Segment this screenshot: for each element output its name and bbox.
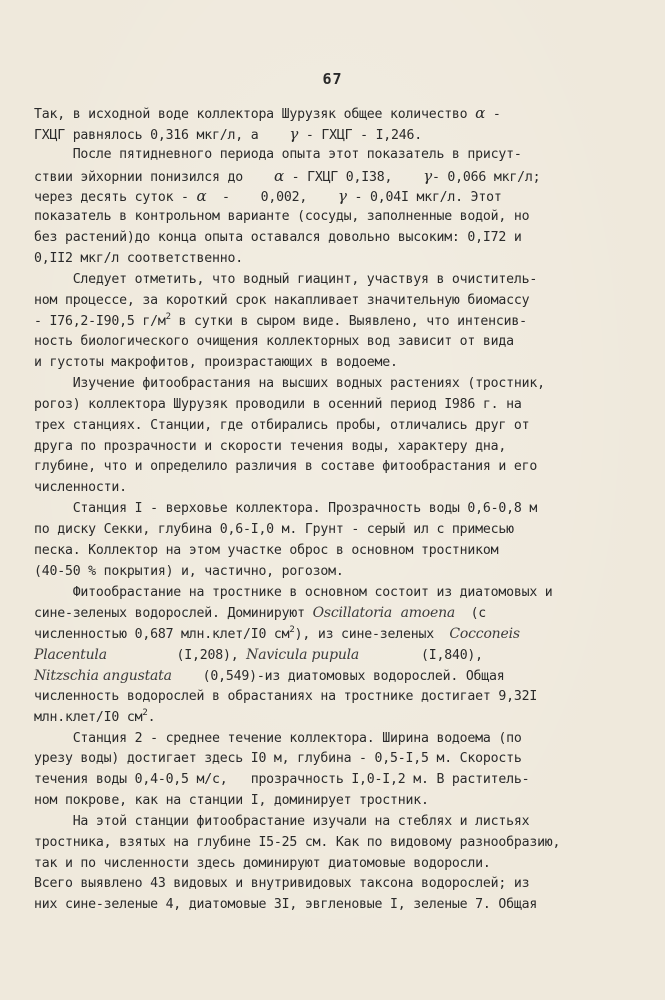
typed-text: рогоз) коллектора Шурузяк проводили в осенний период I986 г. на [34,396,522,412]
typed-text: На этой станции фитообрастание изучали на стеблях и листьях [34,813,530,829]
text-line [34,729,634,749]
typed-text: тростника, взятых на глубине I5-25 см. Как по видовому разнообразию, [34,834,561,850]
text-line [34,520,634,540]
text-line [34,687,634,707]
text-line [34,457,634,477]
text-line [34,833,634,853]
text-line [34,708,634,728]
handwritten-greek-letter: α [196,187,207,206]
text-line [34,395,634,415]
text-line [34,666,634,687]
typed-text: численности. [34,480,127,496]
typed-text: без растений)до конца опыта оставался довольно высоким: 0,I72 и [34,230,522,246]
typed-text: урезу воды) достигает здесь I0 м, глубина - 0,5-I,5 м. Скорость [34,751,522,767]
typed-text: течения воды 0,4-0,5 м/с, прозрачность I,0-I,2 м. В раститель- [34,772,530,788]
typed-text: После пятидневного периода опыта этот показатель в присут- [34,146,522,162]
text-line [34,353,634,373]
typed-text: через десять суток - [34,190,197,206]
typed-text: 0,II2 мкг/л соответственно. [34,250,243,266]
text-line [34,562,634,582]
superscript: 2 [142,707,148,718]
typed-text: численность водорослей в обрастаниях на тростнике достигает 9,32I [34,688,538,704]
typed-text: (I,208), [106,648,247,664]
text-line [34,103,634,125]
text-line [34,645,634,666]
typed-text: трех станциях. Станции, где отбирались пробы, отличались друг от [34,417,530,433]
text-line [34,124,634,146]
text-line [34,603,634,624]
typed-text: - I76,2-I90,5 г/м [34,313,166,329]
text-line [34,749,634,769]
typed-text: показатель в контрольном варианте (сосуды, заполненные водой, но [34,209,530,225]
typed-text: сине-зеленых водорослей. Доминируют [34,606,313,622]
handwritten-greek-letter: γ [289,124,299,143]
typed-text: ном покрове, как на станции I, доминирует тростник. [34,793,429,809]
text-line [34,166,634,188]
text-line [34,437,634,457]
typed-text: . [147,709,156,725]
typed-text: - 0,066 мкг/л; [431,169,541,185]
superscript: 2 [165,311,171,322]
typed-text: (с [455,606,487,622]
handwritten-species-name: Navicula pupula [246,647,360,664]
text-line [34,249,634,269]
text-line [34,228,634,248]
text-line [34,186,634,208]
typed-text: в сутки в сыром виде. Выявлено, что интенсив- [170,313,527,329]
typed-text: (0,549)-из диатомовых водорослей. Общая [171,668,505,684]
text-line [34,499,634,519]
typed-text: них сине-зеленые 4, диатомовые 3I, эвгленовые I, зеленые 7. Общая [34,897,538,913]
typed-text: песка. Коллектор на этом участке оброс в основном тростником [34,542,499,558]
typed-text: - ГХЦГ 0,I38, [283,169,424,185]
text-line [34,478,634,498]
text-line [34,207,634,227]
text-line [34,291,634,311]
handwritten-greek-letter: γ [423,166,432,185]
handwritten-species-name: Cocconeis [449,626,520,643]
text-line [34,895,634,915]
typed-text: ном процессе, за короткий срок накапливает значительную биомассу [34,292,530,308]
typed-text: Следует отметить, что водный гиацинт, участвуя в очиститель- [34,271,538,287]
handwritten-species-name: Nitzschia angustata [34,667,172,684]
handwritten-species-name: Placentula [34,647,107,664]
text-line [34,374,634,394]
typed-text: по диску Секки, глубина 0,6-I,0 м. Грунт - серый ил с примесью [34,522,514,537]
typed-text: Всего выявлено 43 видовых и внутривидовых таксона водорослей; из [34,876,530,892]
handwritten-greek-letter: α [273,166,284,185]
typed-text: Изучение фитообрастания на высших водных растениях (тростник, [34,376,545,392]
text-line [34,812,634,832]
text-line [34,541,634,561]
page-number: 67 [322,70,343,88]
handwritten-species-name: Oscillatoria amoena [312,605,456,622]
typed-text: друга по прозрачности и скорости течения воды, характеру дна, [34,438,507,454]
text-line [34,874,634,894]
text-line [34,583,634,603]
typed-text: млн.клет/I0 см [34,709,143,725]
typed-text: - 0,04I мкг/л. Этот [346,190,502,206]
typed-text: численностью 0,687 млн.клет/I0 см [34,627,290,643]
typed-text: ГХЦГ равнялось 0,316 мкг/л, а [34,127,290,143]
typed-text: и густоты макрофитов, произрастающих в водоеме. [34,355,398,371]
superscript: 2 [289,625,295,636]
typed-text: Станция I - верховье коллектора. Прозрачность воды 0,6-0,8 м [34,501,538,517]
text-line [34,791,634,811]
typed-text: - 0,002, [206,190,339,206]
handwritten-greek-letter: γ [338,187,347,206]
handwritten-greek-letter: α [475,104,486,122]
typed-text: Фитообрастание на тростнике в основном состоит из диатомовых и [34,584,553,600]
typed-text: - ГХЦГ - I,246. [298,127,423,143]
typed-text: Станция 2 - среднее течение коллектора. Ширина водоема (по [34,730,522,746]
typed-text: так и по численности здесь доминируют диатомовые водоросли. [34,855,491,871]
typed-text: (40-50 % покрытия) и, частично, рогозом. [34,563,344,579]
text-line [34,312,634,332]
text-line [34,416,634,436]
text-line [34,624,634,645]
text-line [34,854,634,874]
text-line [34,332,634,352]
typed-text: ), из сине-зеленых [294,627,450,643]
typed-text: Так, в исходной воде коллектора Шурузяк общее количество [34,107,476,122]
typed-text: - [485,107,501,122]
typed-text: ствии эйхорнии понизился до [34,169,274,185]
text-line [34,770,634,790]
typed-text: (I,840), [359,648,483,664]
typed-text: ность биологического очищения коллекторных вод зависит от вида [34,334,514,350]
text-line [34,145,634,165]
text-line [34,270,634,290]
typed-text: глубине, что и определило различия в составе фитообрастания и его [34,459,538,475]
